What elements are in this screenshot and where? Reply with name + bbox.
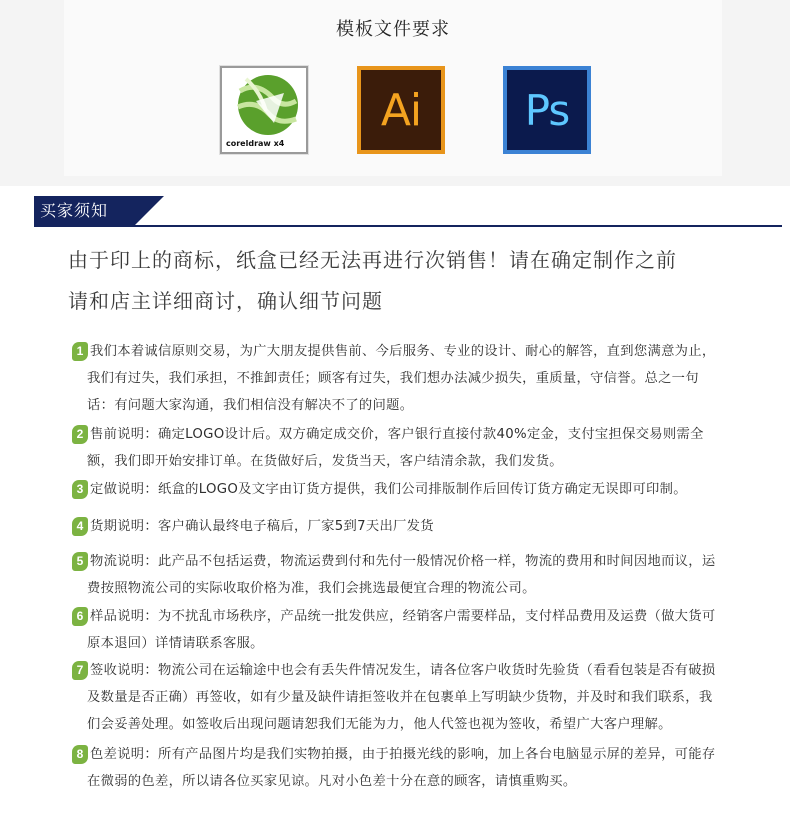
item-text-line: 售前说明：确定LOGO设计后。双方确定成交价，客户银行直接付款40%定金，支付宝担保交易则需全: [90, 427, 704, 442]
number-badge-icon: 1: [72, 342, 88, 361]
number-badge-icon: 3: [72, 480, 88, 499]
item-text-line: 在微弱的色差，所以请各位买家见谅。凡对小色差十分在意的顾客，请慎重购买。: [87, 774, 577, 789]
number-badge-icon: 8: [72, 745, 88, 764]
item-text-line: 及数量是否正确）再签收，如有少量及缺件请拒签收并在包裹单上写明缺少货物，并及时和我们联系，我: [87, 690, 713, 705]
illustrator-logo: [357, 66, 445, 154]
item-text-line: 原本退回）详情请联系客服。: [87, 636, 264, 651]
tab-underline: [34, 225, 782, 227]
item-text-line: 费按照物流公司的实际收取价格为准，我们会挑选最便宜合理的物流公司。: [87, 581, 536, 596]
item-text-line: 物流说明：此产品不包括运费，物流运费到付和先付一般情况价格一样，物流的费用和时间因地而议，运: [90, 554, 716, 569]
illustrator-logo-text: Ai: [361, 70, 441, 150]
page-title: 模板文件要求: [336, 19, 450, 40]
number-badge-icon: 5: [72, 552, 88, 571]
item-text-line: 我们有过失，我们承担，不推卸责任；顾客有过失，我们想办法减少损失，重质量，守信誉。总之一句: [87, 371, 699, 386]
number-badge-icon: 2: [72, 425, 88, 444]
item-text-line: 样品说明：为不扰乱市场秩序，产品统一批发供应，经销客户需要样品，支付样品费用及运费（做大货可: [90, 609, 716, 624]
tab-corner: [134, 196, 164, 226]
item-text-line: 定做说明：纸盒的LOGO及文字由订货方提供，我们公司排版制作后回传订货方确定无误即可印制。: [90, 482, 687, 497]
item-text-line: 色差说明：所有产品图片均是我们实物拍摄，由于拍摄光线的影响，加上各台电脑显示屏的差异，可能存: [90, 747, 716, 762]
item-text-line: 们会妥善处理。如签收后出现问题请恕我们无能为力，他人代签也视为签收，希望广大客户理解。: [87, 717, 672, 732]
photoshop-logo: [503, 66, 591, 154]
coreldraw-label: coreldraw x4: [224, 138, 304, 150]
notice-headline-line-2: 请和店主详细商讨，确认细节问题: [68, 289, 383, 313]
coreldraw-balloon-icon: [226, 71, 304, 137]
item-text-line: 我们本着诚信原则交易，为广大朋友提供售前、今后服务、专业的设计、耐心的解答，直到您满意为止，: [90, 344, 716, 359]
coreldraw-logo: [220, 66, 308, 154]
number-badge-icon: 7: [72, 661, 88, 680]
number-badge-icon: 4: [72, 517, 88, 536]
item-text-line: 话：有问题大家沟通，我们相信没有解决不了的问题。: [87, 398, 414, 413]
buyer-notice-tab: 买家须知: [34, 196, 134, 226]
notice-headline-line-1: 由于印上的商标，纸盒已经无法再进行次销售！请在确定制作之前: [68, 248, 677, 272]
number-badge-icon: 6: [72, 607, 88, 626]
item-text-line: 签收说明：物流公司在运输途中也会有丢失件情况发生，请各位客户收货时先验货（看看包装是否有破损: [90, 663, 716, 678]
item-text-line: 额，我们即开始安排订单。在货做好后，发货当天，客户结清余款，我们发货。: [87, 454, 563, 469]
item-text-line: 货期说明：客户确认最终电子稿后，厂家5到7天出厂发货: [90, 519, 434, 534]
photoshop-logo-text: Ps: [507, 70, 587, 150]
